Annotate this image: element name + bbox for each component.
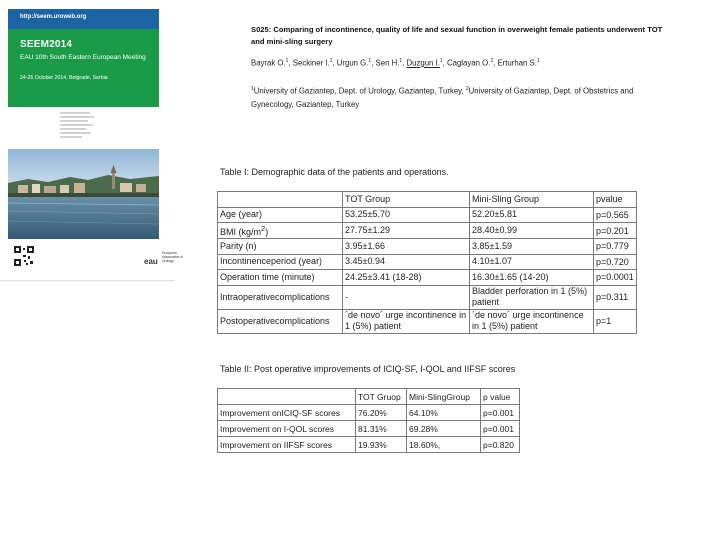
table1-tot-cell: 3.95±1.66 bbox=[343, 239, 470, 255]
table2-mini-sling-cell: 64.10% bbox=[407, 405, 481, 421]
table1-mini-sling-cell: Bladder perforation in 1 (5%) patient bbox=[470, 285, 594, 309]
author-separator: , bbox=[332, 58, 337, 68]
table1-row bbox=[218, 254, 637, 270]
author-affiliation-marker: 1 bbox=[439, 58, 443, 64]
table2-row-label: Improvement onICIQ-SF scores bbox=[218, 405, 356, 421]
table1-mini-sling-cell: 16.30±1.65 (14-20) bbox=[470, 270, 594, 286]
author-name: Duzgun I. bbox=[406, 58, 440, 68]
table1-tot-cell: - bbox=[343, 285, 470, 309]
author-name: Bayrak O. bbox=[251, 58, 286, 68]
row-label-text: Parity (n) bbox=[220, 240, 257, 251]
table2-tot-cell: 76.20% bbox=[356, 405, 407, 421]
table2-header-cell: p value bbox=[481, 389, 520, 405]
table1-row-label bbox=[218, 270, 343, 286]
poster-logo-text: European Association of Urology bbox=[162, 251, 184, 263]
row-label-superscript: 2 bbox=[261, 224, 266, 233]
table1-row-label bbox=[218, 285, 343, 309]
table1-row bbox=[218, 270, 637, 286]
table1-mini-sling-cell: ´de novo´ urge incontinence in 1 (5%) patient bbox=[470, 309, 594, 333]
table1-row bbox=[218, 239, 637, 255]
poster-event-date: 24-26 October 2014, Belgrade, Serbia bbox=[20, 75, 108, 81]
table1-pvalue-cell: p=0.779 bbox=[594, 239, 637, 255]
row-label-text: Postoperativecomplications bbox=[220, 315, 330, 326]
author-separator: , bbox=[493, 58, 498, 68]
poster-event-subtitle: EAU 10th South Eastern European Meeting bbox=[20, 54, 146, 61]
poster-city-photo bbox=[8, 149, 159, 239]
table1-row-label bbox=[218, 223, 343, 239]
table2-header-row bbox=[218, 389, 520, 405]
affiliations bbox=[251, 83, 671, 111]
author-separator: , bbox=[371, 58, 376, 68]
row-label-text: Operation time (minute) bbox=[220, 271, 315, 282]
table1-row-label bbox=[218, 254, 343, 270]
table1-pvalue-cell: p=0.0001 bbox=[594, 270, 637, 286]
row-label-text: Age (year) bbox=[220, 209, 263, 220]
table2-row bbox=[218, 405, 520, 421]
table1-mini-sling-cell: 28.40±0.99 bbox=[470, 223, 594, 239]
row-label-text: BMI (kg/m bbox=[220, 227, 262, 237]
table1-mini-sling-cell: 3.85±1.59 bbox=[470, 239, 594, 255]
table1-row bbox=[218, 223, 637, 239]
affiliation-marker-1: 1 bbox=[251, 86, 254, 92]
poster-event-title: SEEM2014 bbox=[20, 39, 73, 50]
table1-row-label bbox=[218, 239, 343, 255]
table2-pvalue-cell: p=0.820 bbox=[481, 437, 520, 453]
table2-row bbox=[218, 421, 520, 437]
abstract-title: S025: Comparing of incontinence, quality of life and sexual function in overweight female patients underwent TOT and mini-sling surgery bbox=[251, 25, 663, 46]
author-separator: , bbox=[442, 58, 447, 68]
affiliation-2: University of Gaziantep, Dept. of Obstetrics and Gynecology, Gaziantep, Turkey bbox=[251, 86, 634, 109]
table1-tot-cell: 24.25±3.41 (18-28) bbox=[343, 270, 470, 286]
author-separator: , bbox=[402, 58, 407, 68]
table2-pvalue-cell: p=0.001 bbox=[481, 421, 520, 437]
table1-header-cell bbox=[218, 192, 343, 208]
table1-tot-cell: 3.45±0.94 bbox=[343, 254, 470, 270]
author-affiliation-marker: 1 bbox=[536, 58, 540, 64]
table2-tot-cell: 81.31% bbox=[356, 421, 407, 437]
table1-header-cell: pvalue bbox=[594, 192, 637, 208]
table2-caption: Table II: Post operative improvements of ICIQ-SF, I-QOL and IIFSF scores bbox=[220, 364, 516, 374]
table2-header-cell bbox=[218, 389, 356, 405]
table1-tot-cell: 53.25±5.70 bbox=[343, 207, 470, 223]
poster-url: http://seem.uroweb.org bbox=[20, 14, 87, 20]
table2-row bbox=[218, 437, 520, 453]
author-name: Sen H. bbox=[375, 58, 400, 68]
table1-header-cell: Mini-Sling Group bbox=[470, 192, 594, 208]
table1-row-label bbox=[218, 309, 343, 333]
author-affiliation-marker: 1 bbox=[399, 58, 403, 64]
demographics-table bbox=[217, 191, 637, 334]
table2-row-label: Improvement on IIFSF scores bbox=[218, 437, 356, 453]
table1-caption: Table I: Demographic data of the patients and operations. bbox=[220, 167, 449, 177]
poster-fine-print bbox=[60, 112, 98, 150]
author-affiliation-marker: 2 bbox=[490, 58, 494, 64]
table1-header-row bbox=[218, 192, 637, 208]
table1-header-cell: TOT Group bbox=[343, 192, 470, 208]
author-affiliation-marker: 1 bbox=[285, 58, 289, 64]
table1-pvalue-cell: p=0.720 bbox=[594, 254, 637, 270]
improvements-table bbox=[217, 388, 520, 453]
author-affiliation-marker: 1 bbox=[368, 58, 372, 64]
poster-bottom-divider bbox=[0, 280, 175, 281]
table1-mini-sling-cell: 52.20±5.81 bbox=[470, 207, 594, 223]
table1-row-label bbox=[218, 207, 343, 223]
row-label-text: Incontinenceperiod (year) bbox=[220, 256, 323, 267]
table2-pvalue-cell: p=0.001 bbox=[481, 405, 520, 421]
table1-row bbox=[218, 309, 637, 333]
table2-header-cell: Mini-SlingGroup bbox=[407, 389, 481, 405]
row-label-text: Intraoperativecomplications bbox=[220, 291, 330, 302]
table2-tot-cell: 19.93% bbox=[356, 437, 407, 453]
table1-row bbox=[218, 285, 637, 309]
author-name: Seckiner I. bbox=[292, 58, 330, 68]
table1-tot-cell: 27.75±1.29 bbox=[343, 223, 470, 239]
table1-row bbox=[218, 207, 637, 223]
qr-code-icon bbox=[14, 246, 34, 266]
table1-pvalue-cell: p=0.201 bbox=[594, 223, 637, 239]
affiliation-1: University of Gaziantep, Dept. of Urology, Gaziantep, Turkey, bbox=[253, 86, 466, 96]
author-list bbox=[251, 58, 681, 68]
table1-pvalue-cell: p=0.565 bbox=[594, 207, 637, 223]
table1-tot-cell: ´de novo´ urge incontinence in 1 (5%) patient bbox=[343, 309, 470, 333]
author-name: Caglayan O. bbox=[447, 58, 491, 68]
row-label-suffix: ) bbox=[265, 227, 269, 237]
table1-pvalue-cell: p=1 bbox=[594, 309, 637, 333]
table2-mini-sling-cell: 69.28% bbox=[407, 421, 481, 437]
table1-pvalue-cell: p=0.311 bbox=[594, 285, 637, 309]
author-affiliation-marker: 1 bbox=[329, 58, 333, 64]
table1-mini-sling-cell: 4.10±1.07 bbox=[470, 254, 594, 270]
table2-row-label: Improvement on I-QOL scores bbox=[218, 421, 356, 437]
author-separator: , bbox=[288, 58, 293, 68]
table2-header-cell: TOT Gruop bbox=[356, 389, 407, 405]
author-name: Urgun G. bbox=[336, 58, 369, 68]
conference-poster bbox=[8, 9, 159, 279]
affiliation-marker-2: 2 bbox=[465, 86, 469, 92]
table2-mini-sling-cell: 18.60%, bbox=[407, 437, 481, 453]
eau-logo-icon: eau bbox=[144, 257, 158, 266]
author-name: Erturhan S. bbox=[497, 58, 537, 68]
